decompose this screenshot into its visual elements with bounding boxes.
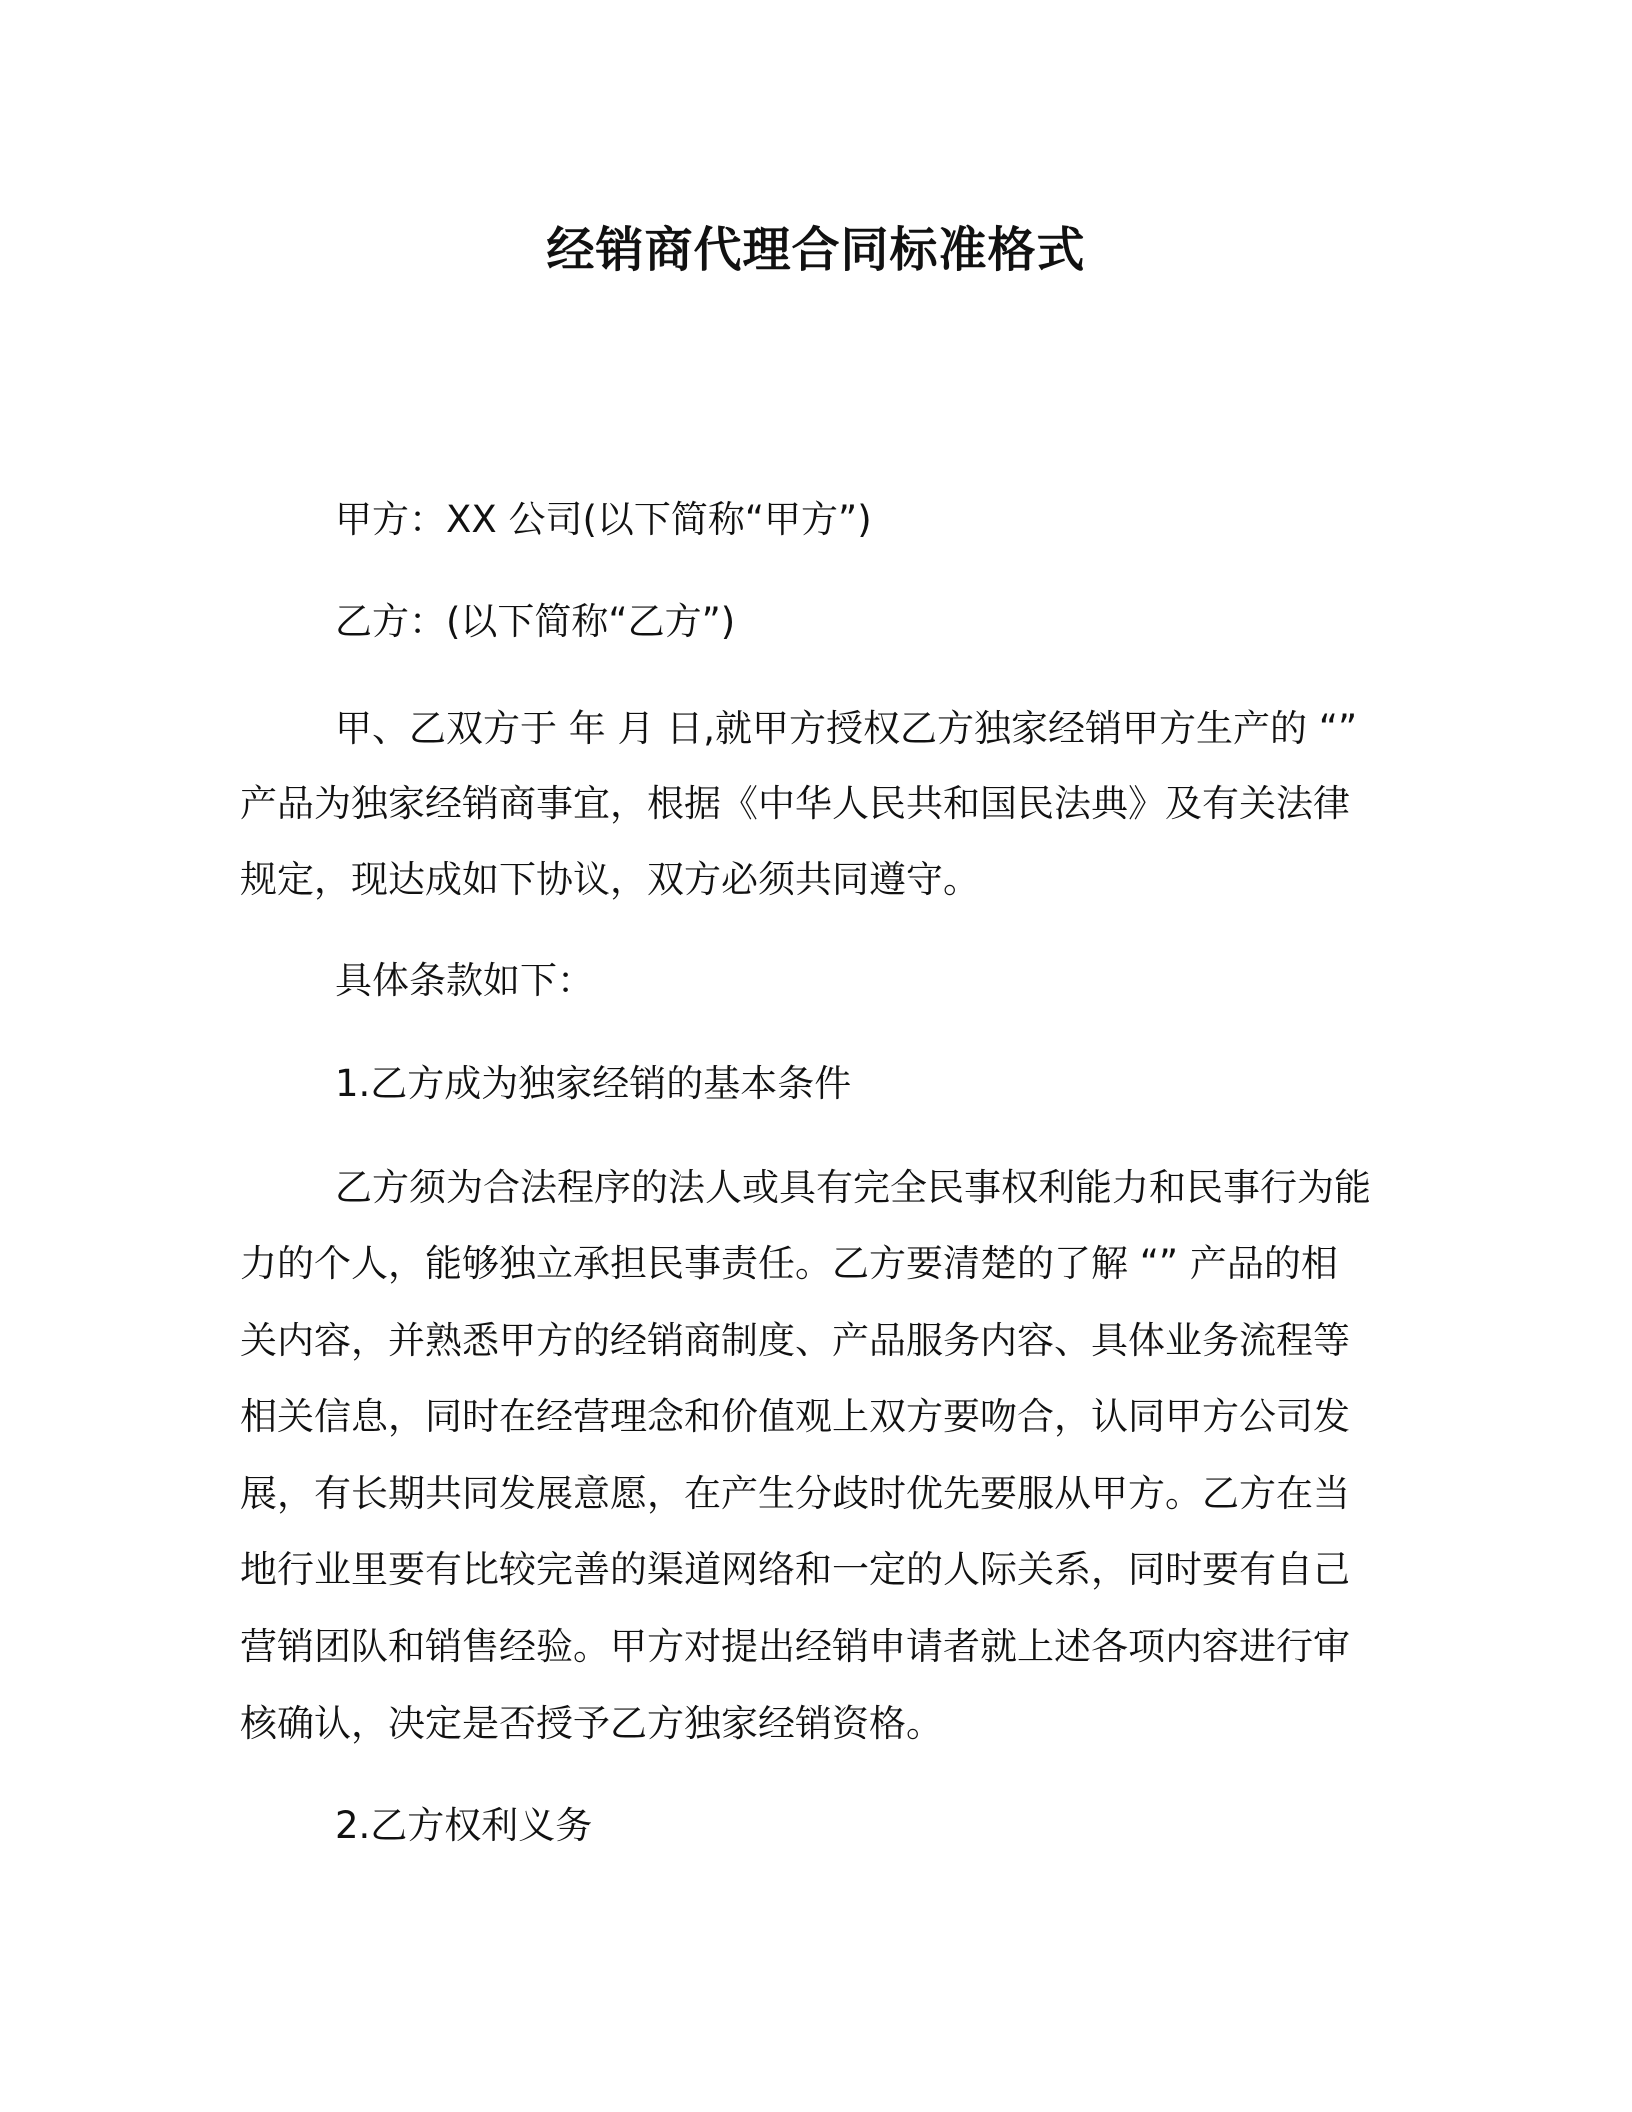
section-1-line: 营销团队和销售经验。甲方对提出经销申请者就上述各项内容进行审 [240,1625,1350,1668]
section-1-line: 核确认，决定是否授予乙方独家经销资格。 [240,1702,943,1745]
section-2-heading: 2.乙方权利义务 [335,1804,593,1847]
section-1-line: 乙方须为合法程序的法人或具有完全民事权利能力和民事行为能 [335,1166,1371,1209]
document-title: 经销商代理合同标准格式 [546,222,1086,278]
preamble-line: 甲、乙双方于 年 月 日,就甲方授权乙方独家经销甲方生产的 “” [335,707,1358,750]
section-1-line: 力的个人，能够独立承担民事责任。乙方要清楚的了解 “” 产品的相 [240,1242,1338,1285]
party-a-line: 甲方：XX 公司(以下简称“甲方”) [335,498,872,541]
preamble-line: 规定，现达成如下协议，双方必须共同遵守。 [240,858,980,901]
section-1-line: 展，有长期共同发展意愿，在产生分歧时优先要服从甲方。乙方在当 [240,1472,1350,1515]
party-b-line: 乙方：(以下简称“乙方”) [335,600,736,643]
section-1-line: 地行业里要有比较完善的渠道网络和一定的人际关系，同时要有自己 [240,1548,1350,1591]
clauses-intro: 具体条款如下： [335,959,594,1002]
section-1-line: 关内容，并熟悉甲方的经销商制度、产品服务内容、具体业务流程等 [240,1319,1350,1362]
preamble-line: 产品为独家经销商事宜，根据《中华人民共和国民法典》及有关法律 [240,782,1350,825]
section-1-heading: 1.乙方成为独家经销的基本条件 [335,1062,852,1105]
section-1-line: 相关信息，同时在经营理念和价值观上双方要吻合，认同甲方公司发 [240,1395,1350,1438]
